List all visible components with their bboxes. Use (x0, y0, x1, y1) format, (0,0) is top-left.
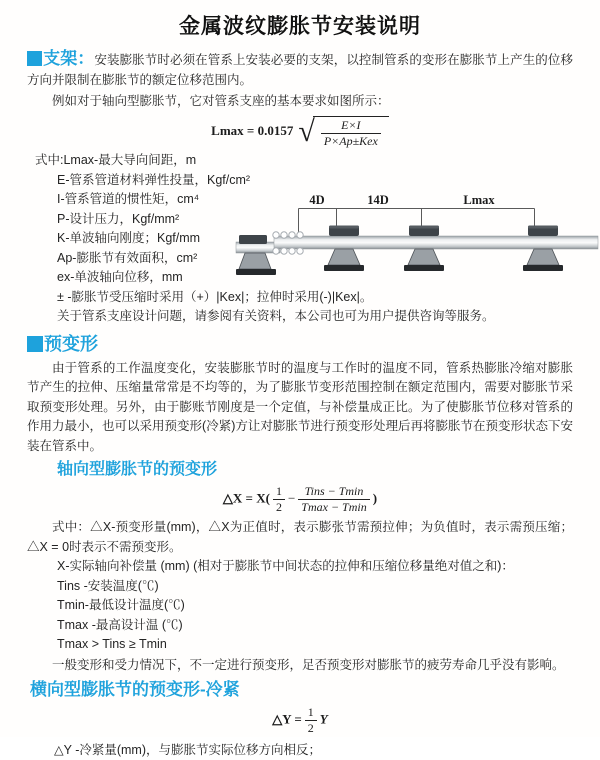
radical-content (313, 116, 389, 148)
definition-item: E-管系管道材料弹性投量，Kgf/cm² (57, 172, 251, 187)
definition-item: Tmax -最高设计温 (℃) (57, 617, 183, 632)
dimension-label-lmax: Lmax (463, 193, 495, 207)
axial-explain-paragraph: 式中：△X-预变形量(mm)，△X为正值时，表示膨张节需预拉伸；为负值时，表示需预压缩；△X = 0时表示不需预变形。 (27, 520, 573, 554)
definition-item: Ap-膨胀节有效面积，cm² (57, 250, 198, 265)
support-intro-text: 安装膨胀节时必须在管系上安装必要的支架，以控制管系的变形在膨胀节上产生的位移方向并限制在膨胀节的额定位移范围内。 (27, 53, 573, 87)
axial-note: 一般变形和受力情况下，不一定进行预变形，足否预变形对膨胀节的疲劳寿命几乎没有影响。 (52, 657, 565, 672)
axial-definitions-list (57, 557, 573, 655)
radical-sign: √ (298, 115, 315, 148)
pipe-support-diagram-svg (236, 192, 598, 290)
definition-item: P-设计压力，Kgf/mm² (57, 211, 180, 226)
one-half-fraction (273, 485, 285, 514)
page-title: 金属波纹膨胀节安装说明 (179, 15, 421, 38)
definition-item: Tmax > Tins ≥ Tmin (57, 637, 167, 651)
definition-item: 关于管系支座设计问题，请参阅有关资料，本公司也可为用户提供咨询等服务。 (57, 309, 495, 323)
blue-square-icon (27, 51, 42, 66)
lmax-numerator: E×I (321, 119, 381, 134)
lmax-formula-lhs: Lmax = 0.0157 (211, 122, 294, 138)
definition-item: Tins -安装温度(℃) (57, 578, 159, 593)
radical-group (298, 116, 388, 148)
lateral-formula-rhs: Y (319, 710, 328, 726)
lateral-formula-lhs: △Y = (272, 710, 302, 726)
dimension-label-4d: 4D (309, 193, 325, 207)
temperature-fraction (298, 485, 369, 514)
definition-item: ex-单波轴向位移，mm (57, 270, 183, 284)
minus-operator: − (287, 490, 296, 506)
definition-item: Tmin-最低设计温度(℃) (57, 598, 185, 612)
fraction-denominator: 2 (307, 720, 314, 735)
fraction-denominator: Tmax − Tmin (301, 500, 367, 514)
lateral-preform-formula (0, 706, 600, 735)
definition-item: I-管系管道的惯性矩，cm⁴ (57, 192, 200, 206)
lateral-note: △Y -冷紧量(mm)，与膨胀节实际位移方向相反； (54, 742, 322, 757)
support-example-line: 例如对于轴向型膨胀节，它对管系支座的基本要求如图所示： (52, 94, 390, 108)
pipe-support-diagram (236, 192, 598, 290)
lmax-fraction (321, 119, 381, 148)
axial-preform-formula (0, 485, 600, 514)
definition-item: X-实际轴向补偿量 (mm) (相对于膨胀节中间状态的拉伸和压缩位移量绝对值之和)： (57, 559, 514, 573)
one-half-fraction (305, 706, 317, 735)
lmax-denominator: P×Ap±Kex (323, 134, 378, 148)
dimension-label-14d: 14D (367, 193, 389, 207)
definition-item: K-单波轴向刚度；Kgf/mm (57, 231, 201, 245)
axial-formula-close: ) (372, 490, 378, 506)
preform-section-label: 预变形 (44, 333, 98, 354)
definition-item: 式中:Lmax-最大导向间距，m (35, 153, 197, 167)
fraction-numerator: 1 (305, 706, 317, 721)
axial-preform-heading: 轴向型膨胀节的预变形 (57, 461, 218, 478)
fraction-denominator: 2 (275, 500, 282, 514)
definition-item: ± -膨胀节受压缩时采用（+）|Kex|；拉伸时采用(-)|Kex|。 (57, 289, 373, 304)
support-intro-paragraph (27, 49, 573, 90)
axial-formula-lhs: △X = X( (222, 490, 270, 506)
anchor-support (236, 235, 276, 275)
fraction-numerator: 1 (273, 485, 285, 500)
fraction-numerator: Tins − Tmin (298, 485, 369, 500)
preform-body-paragraph: 由于管系的工作温度变化，安装膨胀节时的温度与工作时的温度不同，管系热膨胀冷缩对膨胀节产生的拉伸、压缩量常常是不均等的，为了膨胀节变形范围控制在额定范围内，需要对膨胀节采取预变形处理。另外，由于膨账节刚度是一个定值，与补偿量成正比。为了使膨胀节位移对管系的作用力最小，也可以采用预变形(冷紧)方让对膨胀节进行预变形处理后再将膨胀节在预变形状态下安装在管系中。 (27, 360, 573, 453)
preform-section-heading (27, 332, 573, 356)
support-section-heading (27, 49, 94, 68)
blue-square-icon (27, 336, 43, 352)
lateral-preform-heading: 横向型膨胀节的预变形-冷紧 (30, 679, 240, 699)
support-section-label: 支架： (43, 49, 95, 68)
lmax-formula (0, 116, 600, 148)
pipe (274, 236, 598, 249)
